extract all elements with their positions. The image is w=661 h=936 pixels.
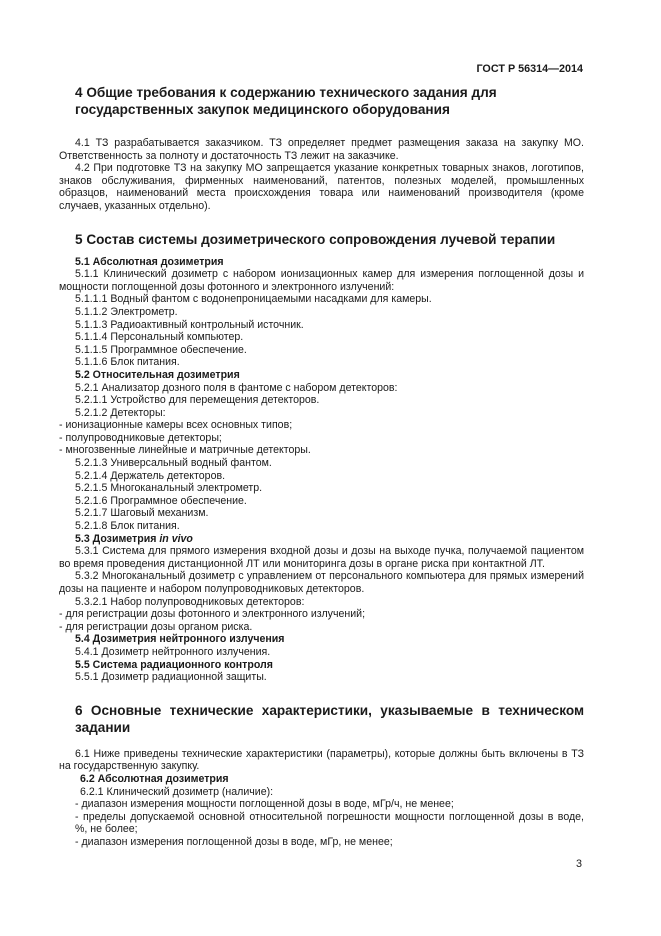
paragraph-6-1: 6.1 Ниже приведены технические характеристики (параметры), которые должны быть включены в ТЗ на государственную закупку. (59, 747, 584, 773)
dash-item: - пределы допускаемой основной относительной погрешности мощности поглощенной дозы в воде, %, не более; (75, 810, 584, 836)
section-5-heading: 5 Состав системы дозиметрического сопровождения лучевой терапии (75, 231, 556, 247)
item-5-5-1: 5.5.1 Дозиметр радиационной защиты. (75, 671, 267, 684)
dash-item: - для регистрации дозы фотонного и электронного излучений; (59, 608, 366, 621)
subheading-5-2: 5.2 Относительная дозиметрия (75, 368, 240, 381)
dash-item: - полупроводниковые детекторы; (59, 431, 222, 444)
item-5-2-1-6: 5.2.1.6 Программное обеспечение. (75, 494, 247, 507)
item-5-1-1: 5.1.1 Клинический дозиметр с набором ионизационных камер для измерения поглощенной дозы и мощности поглощенной дозы фотонного и электронного излучений: (59, 268, 584, 293)
item-5-2-1-4: 5.2.1.4 Держатель детекторов. (75, 469, 226, 482)
dash-item: - диапазон измерения поглощенной дозы в воде, мГр, не менее; (75, 835, 393, 848)
item-5-2-1-3: 5.2.1.3 Универсальный водный фантом. (75, 457, 272, 470)
item-5-2-1-1: 5.2.1.1 Устройство для перемещения детекторов. (75, 394, 320, 407)
dash-item: - диапазон измерения мощности поглощенной дозы в воде, мГр/ч, не менее; (75, 798, 454, 811)
dash-item: - многозвенные линейные и матричные детекторы. (59, 444, 311, 457)
subheading-5-3 (59, 533, 584, 546)
item-5-1-1-6: 5.1.1.6 Блок питания. (75, 356, 180, 369)
subheading-5-3-italic: in vivo (159, 532, 193, 545)
item-5-4-1: 5.4.1 Дозиметр нейтронного излучения. (75, 645, 271, 658)
subheading-5-1: 5.1 Абсолютная дозиметрия (75, 255, 224, 268)
document-code: ГОСТ Р 56314—2014 (476, 63, 583, 75)
item-5-3-2: 5.3.2 Многоканальный дозиметр с управлением от персонального компьютера для прямых измерений дозы на пациенте и набором полупроводниковых детекторов. (59, 570, 584, 595)
item-6-2-1: 6.2.1 Клинический дозиметр (наличие): (80, 785, 274, 798)
item-5-2-1-2: 5.2.1.2 Детекторы: (75, 406, 166, 419)
item-5-3-1: 5.3.1 Система для прямого измерения входной дозы и дозы на выходе пучка, получаемой пациентом во время проведения дистанционной ЛТ или мониторинга дозы в органе риска при контактной ЛТ. (59, 545, 584, 570)
dash-item: - для регистрации дозы органом риска. (59, 620, 253, 633)
item-5-2-1-7: 5.2.1.7 Шаговый механизм. (75, 507, 209, 520)
item-5-2-1-5: 5.2.1.5 Многоканальный электрометр. (75, 482, 263, 495)
subheading-5-4: 5.4 Дозиметрия нейтронного излучения (75, 633, 285, 646)
item-5-1-1-4: 5.1.1.4 Персональный компьютер. (75, 331, 244, 344)
item-5-3-2-1: 5.3.2.1 Набор полупроводниковых детекторов: (75, 595, 305, 608)
item-5-2-1-8: 5.2.1.8 Блок питания. (75, 520, 180, 533)
item-5-1-1-3: 5.1.1.3 Радиоактивный контрольный источник. (75, 318, 304, 331)
item-5-2-1: 5.2.1 Анализатор дозного поля в фантоме с набором детекторов: (75, 381, 398, 394)
page-number: 3 (575, 858, 582, 870)
subheading-5-3-text: 5.3 Дозиметрия (75, 532, 160, 545)
section-6-heading: 6 Основные технические характеристики, указываемые в техническом задании (75, 702, 584, 735)
item-5-1-1-2: 5.1.1.2 Электрометр. (75, 305, 178, 318)
subheading-5-5: 5.5 Система радиационного контроля (75, 658, 273, 671)
paragraph-4-1: 4.1 ТЗ разрабатывается заказчиком. ТЗ определяет предмет размещения заказа на закупку МО. Ответственность за полноту и достаточность ТЗ лежит на заказчике. (59, 137, 584, 162)
page-content (59, 84, 584, 849)
subheading-6-2: 6.2 Абсолютная дозиметрия (80, 772, 229, 785)
dash-item: - ионизационные камеры всех основных типов; (59, 419, 293, 432)
item-5-1-1-1: 5.1.1.1 Водный фантом с водонепроницаемыми насадками для камеры. (75, 293, 432, 306)
paragraph-4-2: 4.2 При подготовке ТЗ на закупку МО запрещается указание конкретных товарных знаков, логотипов, знаков обслуживания, фирменных наименований, патентов, полезных моделей, промышленных образцов, наименований места происхождения товара или наименований производителя (кроме случаев, указанных отдельно). (59, 162, 584, 212)
item-5-1-1-5: 5.1.1.5 Программное обеспечение. (75, 343, 247, 356)
section-4-heading: 4 Общие требования к содержанию технического задания для государственных закупок медицинского оборудования (75, 85, 497, 117)
